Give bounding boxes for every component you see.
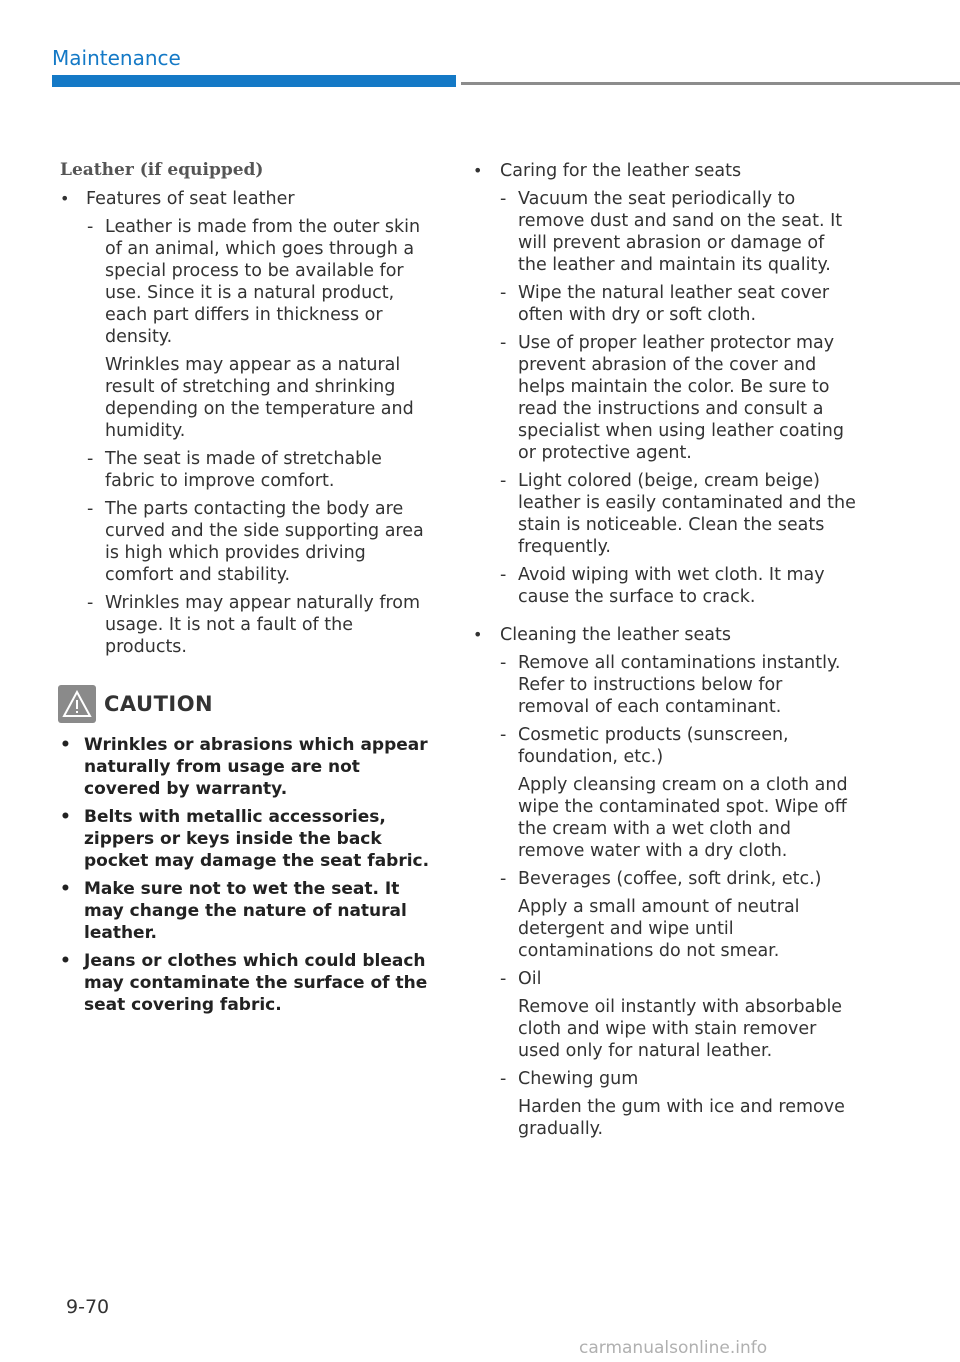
features-item-3	[60, 498, 435, 586]
caution-title: CAUTION	[104, 692, 214, 716]
caution-item: • Wrinkles or abrasions which appear naturally from usage are not covered by warranty.	[60, 734, 435, 800]
features-item-1	[60, 216, 435, 442]
header-rule	[461, 82, 960, 85]
caution-item: • Belts with metallic accessories, zippers or keys inside the back pocket may damage the seat fabric.	[60, 806, 435, 872]
cleaning-item-3	[473, 868, 858, 962]
cleaning-item-2-text: Apply cleansing cream on a cloth and wipe the contaminated spot. Wipe off the cream with a wet cloth and remove water with a dry cloth.	[518, 775, 848, 861]
watermark: carmanualsonline.info	[579, 1338, 768, 1358]
caring-item-1	[473, 188, 858, 276]
leather-heading: Leather (if equipped)	[60, 160, 264, 180]
cleaning-item-5	[473, 1068, 858, 1140]
features-item-4-text: - Wrinkles may appear naturally from usage. It is not a fault of the products.	[105, 593, 421, 657]
left-column	[60, 160, 435, 1022]
caring-item-1-text: - Vacuum the seat periodically to remove dust and sand on the seat. It will prevent abrasion or damage of the leather and maintain its quality.	[518, 189, 843, 275]
features-item-2-text: - The seat is made of stretchable fabric to improve comfort.	[105, 449, 382, 491]
caution-item: • Make sure not to wet the seat. It may change the nature of natural leather.	[60, 878, 435, 944]
cleaning-bullet: • Cleaning the leather seats	[473, 624, 858, 646]
right-column	[473, 160, 858, 1146]
cleaning-item-3-text: Apply a small amount of neutral detergent and wipe until contaminations do not smear.	[518, 897, 800, 961]
caution-item: • Jeans or clothes which could bleach may contaminate the surface of the seat covering fabric.	[60, 950, 435, 1016]
caring-bullet: • Caring for the leather seats	[473, 160, 858, 182]
caring-item-2	[473, 282, 858, 326]
cleaning-item-4	[473, 968, 858, 1062]
cleaning-item-3-title: - Beverages (coffee, soft drink, etc.)	[518, 869, 822, 889]
cleaning-item-5-title: - Chewing gum	[518, 1069, 639, 1089]
cleaning-item-4-text: Remove oil instantly with absorbable cloth and wipe with stain remover used only for natural leather.	[518, 997, 843, 1061]
features-item-3-text: - The parts contacting the body are curved and the side supporting area is high which provides driving comfort and stability.	[105, 499, 424, 585]
cleaning-item-5-text: Harden the gum with ice and remove gradually.	[518, 1097, 845, 1139]
cleaning-item-1	[473, 652, 858, 718]
page-number: 9-70	[66, 1296, 110, 1318]
section-title: Maintenance	[52, 46, 181, 70]
caution-list	[60, 734, 435, 1016]
caring-item-3-text: - Use of proper leather protector may prevent abrasion of the cover and helps maintain the color. Be sure to read the instructions and consult a specialist when using leather coating or protective agent.	[518, 333, 844, 463]
features-item-1-note: Wrinkles may appear as a natural result of stretching and shrinking depending on the temperature and humidity.	[105, 355, 414, 441]
caring-item-3	[473, 332, 858, 464]
cleaning-item-1-text: - Remove all contaminations instantly. Refer to instructions below for removal of each contaminant.	[518, 653, 841, 717]
caution-header	[58, 684, 435, 724]
caring-item-2-text: - Wipe the natural leather seat cover often with dry or soft cloth.	[518, 283, 830, 325]
features-bullet: • Features of seat leather	[60, 188, 435, 210]
caring-item-4-text: - Light colored (beige, cream beige) leather is easily contaminated and the stain is noticeable. Clean the seats frequently.	[518, 471, 856, 557]
features-item-4	[60, 592, 435, 658]
caring-item-4	[473, 470, 858, 558]
warning-triangle-icon	[58, 685, 96, 723]
caution-box	[60, 684, 435, 1016]
cleaning-item-4-title: - Oil	[518, 969, 542, 989]
caring-item-5	[473, 564, 858, 608]
header-accent-bar	[52, 75, 456, 87]
features-item-2	[60, 448, 435, 492]
cleaning-item-2	[473, 724, 858, 862]
features-item-1-text: - Leather is made from the outer skin of an animal, which goes through a special process to be available for use. Since it is a natural product, each part differs in thickness or density.	[105, 217, 421, 347]
cleaning-item-2-title: - Cosmetic products (sunscreen, foundation, etc.)	[518, 725, 789, 767]
caring-item-5-text: - Avoid wiping with wet cloth. It may cause the surface to crack.	[518, 565, 825, 607]
